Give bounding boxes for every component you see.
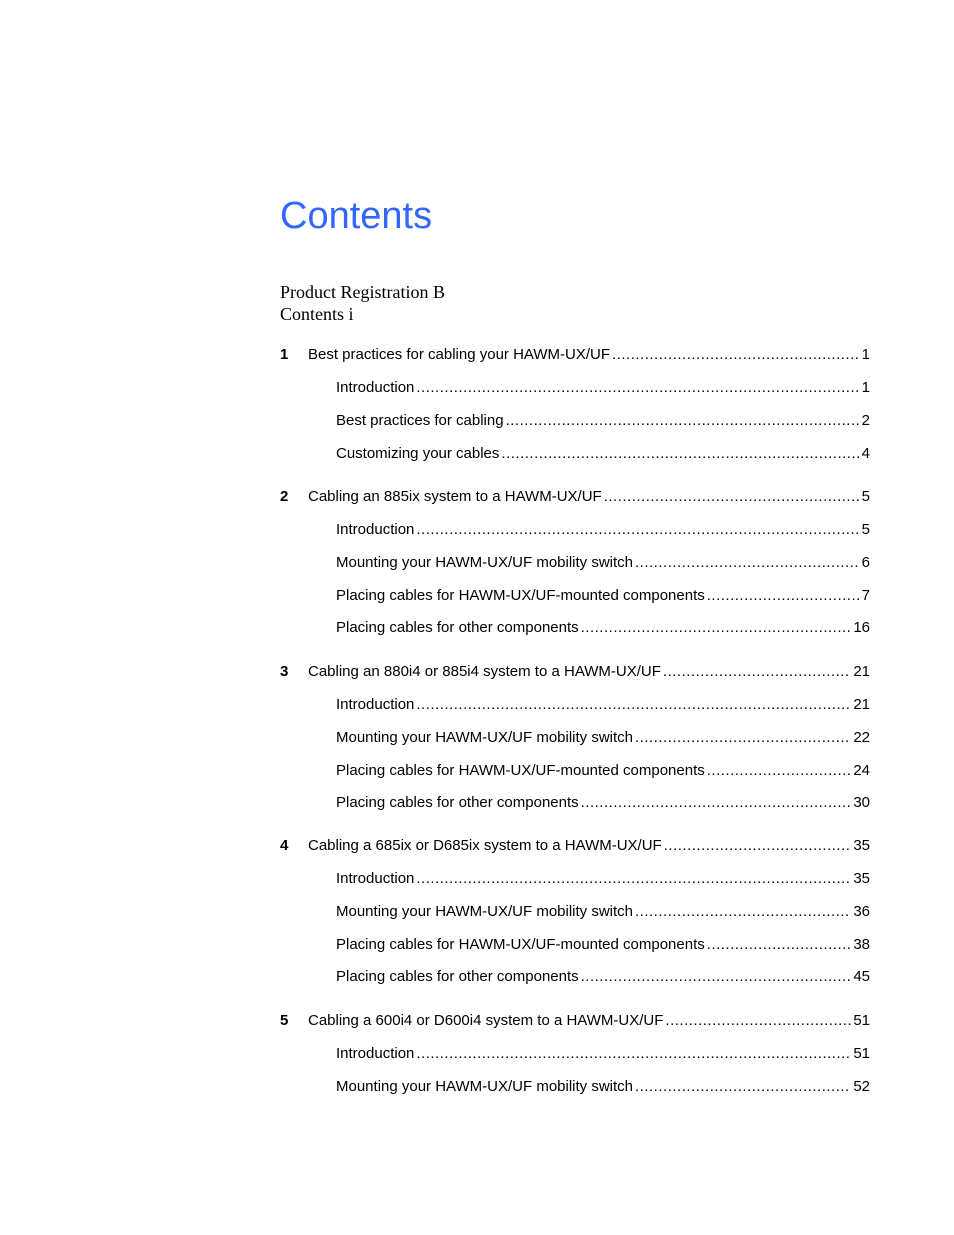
page-number: 52 — [853, 1077, 870, 1095]
chapter-number: 4 — [280, 837, 289, 854]
toc-section-entry[interactable] — [280, 902, 870, 922]
section-title: Placing cables for other components — [336, 619, 579, 637]
toc-section-entry[interactable] — [280, 761, 870, 781]
section-title: Introduction — [336, 1045, 415, 1062]
page-number: 22 — [853, 728, 870, 746]
page-number: 35 — [853, 870, 870, 887]
page-title: Contents — [280, 195, 433, 237]
dot-leader — [707, 761, 852, 781]
toc-section-entry[interactable] — [280, 935, 870, 955]
page-number: 30 — [853, 794, 870, 812]
section-title: Introduction — [336, 696, 415, 713]
chapter-title: Cabling a 600i4 or D600i4 system to a HAWM-UX/UF — [308, 1012, 664, 1029]
page-number: 2 — [861, 411, 870, 429]
page-number: 5 — [861, 488, 870, 505]
page-number: 1 — [861, 346, 870, 363]
page-number: 45 — [853, 968, 870, 986]
dot-leader — [604, 487, 860, 507]
toc-section-entry[interactable] — [280, 444, 870, 464]
page-number: 4 — [861, 444, 870, 462]
section-title: Best practices for cabling — [336, 411, 504, 429]
toc-section-entry[interactable] — [280, 1077, 870, 1097]
page-number: 16 — [853, 619, 870, 637]
toc-section-entry[interactable] — [280, 618, 870, 638]
page-number: 7 — [861, 586, 870, 604]
toc-section-entry[interactable] — [280, 520, 870, 540]
dot-leader — [665, 1011, 851, 1031]
chapter-title: Cabling a 685ix or D685ix system to a HAWM-UX/UF — [308, 837, 662, 854]
toc-section-entry[interactable] — [280, 553, 870, 573]
section-title: Introduction — [336, 870, 415, 887]
page-number: 21 — [853, 696, 870, 713]
dot-leader — [635, 902, 851, 922]
toc-section-entry[interactable] — [280, 728, 870, 748]
dot-leader — [416, 520, 859, 540]
section-title: Mounting your HAWM-UX/UF mobility switch — [336, 1077, 634, 1095]
toc-section-entry[interactable] — [280, 586, 870, 606]
dot-leader — [581, 618, 852, 638]
dot-leader — [581, 793, 852, 813]
section-title: Placing cables for other components — [336, 794, 579, 812]
dot-leader — [506, 411, 860, 431]
section-title: Mounting your HAWM-UX/UF mobility switch — [336, 728, 634, 746]
dot-leader — [612, 345, 860, 365]
dot-leader — [416, 378, 859, 398]
chapter-title: Cabling an 885ix system to a HAWM-UX/UF — [308, 488, 602, 505]
toc-section-entry[interactable] — [280, 1044, 870, 1064]
dot-leader — [501, 444, 859, 464]
section-title: Placing cables for HAWM-UX/UF-mounted components — [336, 935, 705, 953]
toc-section-entry[interactable] — [280, 793, 870, 813]
chapter-number: 1 — [280, 346, 289, 363]
section-title: Placing cables for other components — [336, 968, 579, 986]
toc-front-entry-product-registration[interactable]: Product Registration B — [280, 282, 445, 302]
section-title: Placing cables for HAWM-UX/UF-mounted components — [336, 761, 705, 779]
dot-leader — [581, 967, 852, 987]
page-number: 35 — [853, 837, 870, 854]
page-number: 38 — [853, 935, 870, 953]
page-number: 51 — [853, 1045, 870, 1062]
toc-section-entry[interactable] — [280, 378, 870, 398]
toc-chapter-3[interactable] — [280, 662, 870, 682]
toc-section-entry[interactable] — [280, 967, 870, 987]
dot-leader — [416, 695, 851, 715]
toc-chapter-1[interactable] — [280, 345, 870, 365]
toc-section-entry[interactable] — [280, 411, 870, 431]
chapter-number: 2 — [280, 488, 289, 505]
page-number: 1 — [861, 379, 870, 396]
dot-leader — [635, 728, 851, 748]
section-title: Customizing your cables — [336, 444, 500, 462]
section-title: Introduction — [336, 379, 415, 396]
chapter-title: Cabling an 880i4 or 885i4 system to a HAWM-UX/UF — [308, 663, 661, 680]
page-number: 21 — [853, 663, 870, 680]
dot-leader — [635, 1077, 851, 1097]
toc-chapter-2[interactable] — [280, 487, 870, 507]
section-title: Mounting your HAWM-UX/UF mobility switch — [336, 902, 634, 920]
dot-leader — [416, 1044, 851, 1064]
page-number: 51 — [853, 1012, 870, 1029]
toc-front-entry-contents[interactable]: Contents i — [280, 304, 354, 324]
chapter-number: 3 — [280, 663, 289, 680]
page-number: 36 — [853, 902, 870, 920]
page-number: 5 — [861, 521, 870, 538]
dot-leader — [707, 586, 860, 606]
toc-section-entry[interactable] — [280, 695, 870, 715]
toc-section-entry[interactable] — [280, 869, 870, 889]
toc-chapter-4[interactable] — [280, 836, 870, 856]
section-title: Mounting your HAWM-UX/UF mobility switch — [336, 553, 634, 571]
page-number: 24 — [853, 761, 870, 779]
dot-leader — [664, 836, 852, 856]
page-number: 6 — [861, 553, 870, 571]
dot-leader — [416, 869, 851, 889]
chapter-title: Best practices for cabling your HAWM-UX/UF — [308, 346, 611, 363]
dot-leader — [663, 662, 851, 682]
section-title: Placing cables for HAWM-UX/UF-mounted components — [336, 586, 705, 604]
dot-leader — [635, 553, 860, 573]
dot-leader — [707, 935, 852, 955]
section-title: Introduction — [336, 521, 415, 538]
toc-chapter-5[interactable] — [280, 1011, 870, 1031]
chapter-number: 5 — [280, 1012, 289, 1029]
